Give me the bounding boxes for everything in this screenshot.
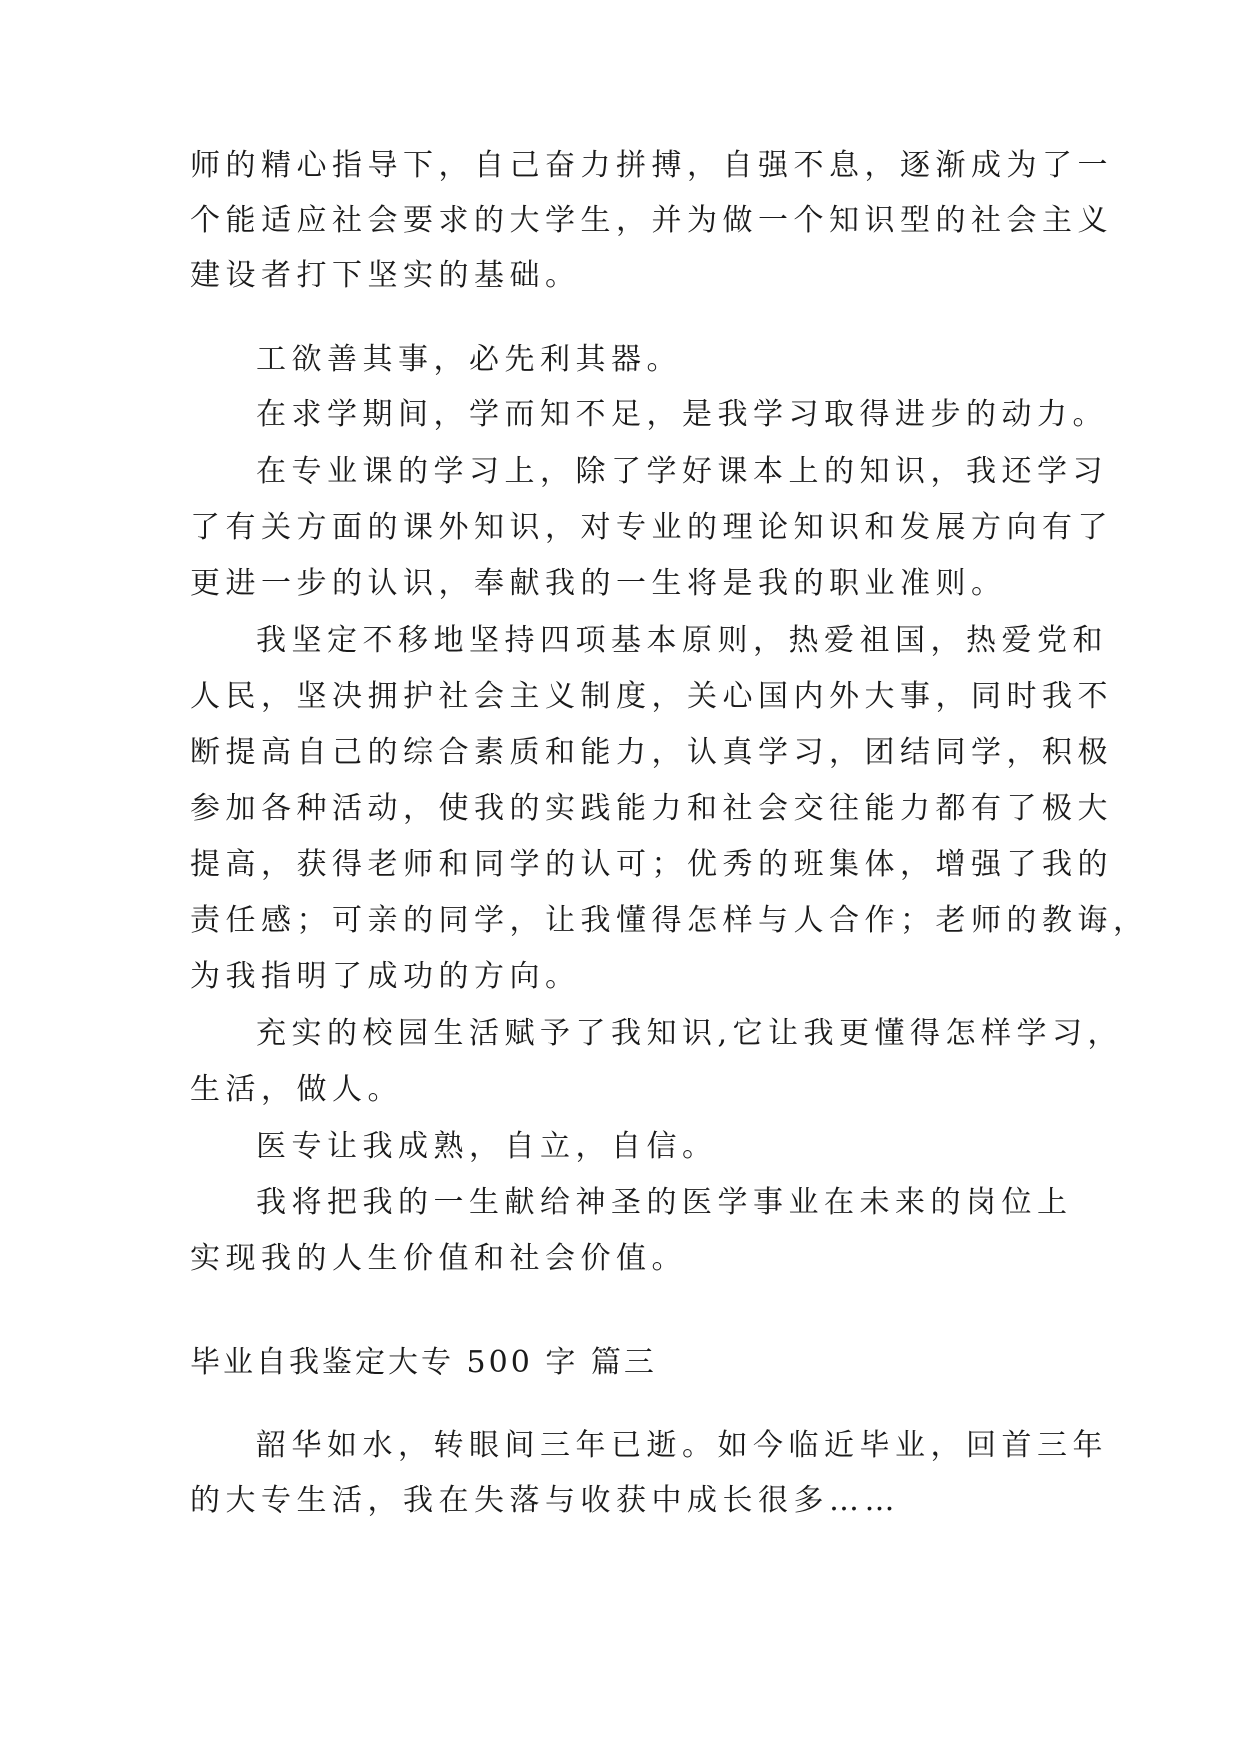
text-line: 更进一步的认识，奉献我的一生将是我的职业准则。 [190,566,1007,601]
text-line: 责任感；可亲的同学，让我懂得怎样与人合作；老师的教诲， [190,903,1149,938]
text-line: 工欲善其事，必先利其器。 [256,342,682,377]
text-line: 断提高自己的综合素质和能力，认真学习，团结同学，积极 [190,735,1113,770]
text-line: 实现我的人生价值和社会价值。 [190,1241,687,1276]
text-line: 建设者打下坚实的基础。 [190,258,581,293]
text-line: 个能适应社会要求的大学生，并为做一个知识型的社会主义 [190,203,1113,238]
text-line: 我将把我的一生献给神圣的医学事业在未来的岗位上 [256,1185,1073,1220]
text-line: 了有关方面的课外知识，对专业的理论知识和发展方向有了 [190,510,1113,545]
text-line: 师的精心指导下，自己奋力拼搏，自强不息，逐渐成为了一 [190,148,1113,183]
section-heading: 毕业自我鉴定大专 500 字 篇三 [190,1345,657,1380]
text-line: 人民，坚决拥护社会主义制度，关心国内外大事，同时我不 [190,679,1113,714]
text-line: 为我指明了成功的方向。 [190,959,581,994]
text-line: 我坚定不移地坚持四项基本原则，热爱祖国，热爱党和 [256,623,1108,658]
text-line: 生活，做人。 [190,1072,403,1107]
text-line: 参加各种活动，使我的实践能力和社会交往能力都有了极大 [190,791,1113,826]
text-line: 韶华如水，转眼间三年已逝。如今临近毕业，回首三年 [256,1428,1108,1463]
text-line: 提高，获得老师和同学的认可；优秀的班集体，增强了我的 [190,847,1113,882]
text-line: 在专业课的学习上，除了学好课本上的知识，我还学习 [256,454,1108,489]
text-line: 医专让我成熟，自立，自信。 [256,1129,718,1164]
text-line: 的大专生活，我在失落与收获中成长很多…… [190,1483,900,1518]
text-line: 在求学期间，学而知不足，是我学习取得进步的动力。 [256,397,1108,432]
text-line: 充实的校园生活赋予了我知识,它让我更懂得怎样学习， [256,1016,1124,1051]
